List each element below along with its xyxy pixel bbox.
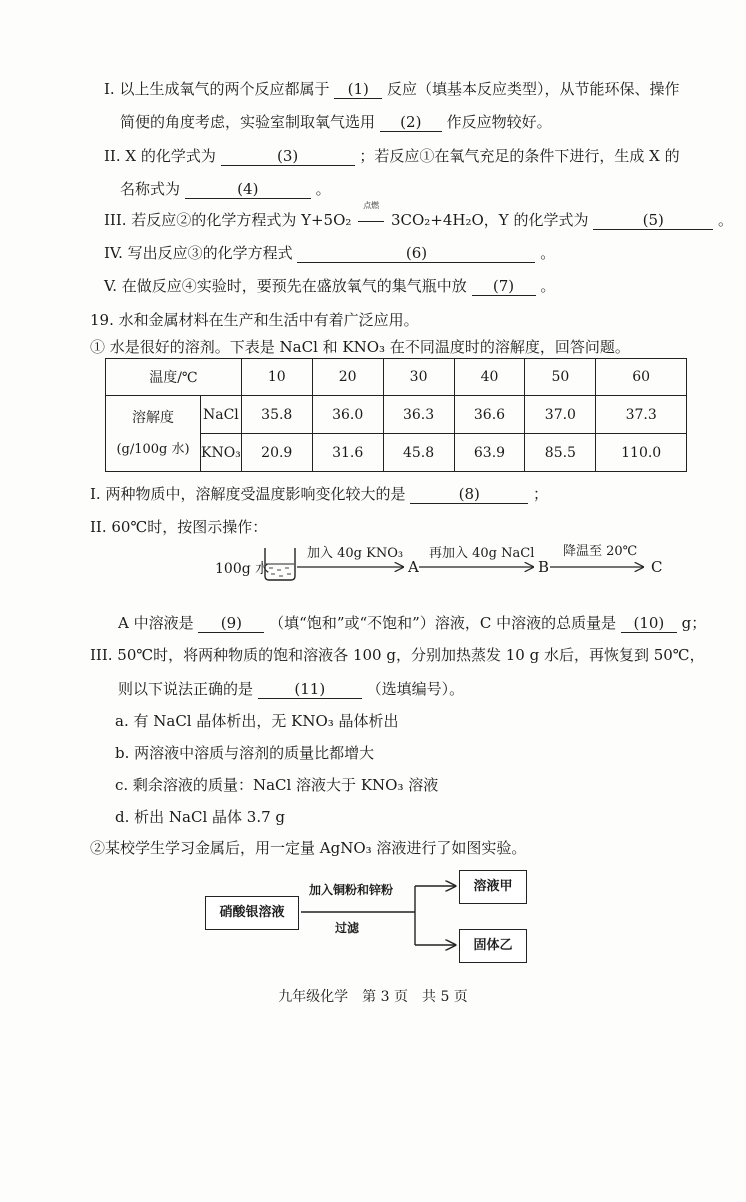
temp-cell: 50 <box>525 359 596 396</box>
table-cell: 63.9 <box>454 434 525 472</box>
table-cell: 37.0 <box>525 396 596 434</box>
q19-ii-line2: A 中溶液是 (9) （填“饱和”或“不饱和”）溶液，C 中溶液的总质量是 (10) g； <box>118 614 707 632</box>
flow-step2: 再加入 40g NaCl <box>429 546 535 561</box>
q18-iii: III. 若反应②的化学方程式为 Y+5O₂ 点燃 3CO₂+4H₂O，Y 的化学式为 (5) 。 <box>104 201 734 229</box>
q18-i-line1: I. 以上生成氧气的两个反应都属于 (1) 反应（填基本反应类型），从节能环保、操作 <box>104 80 680 98</box>
temp-header: 温度/℃ <box>106 359 242 396</box>
temp-cell: 10 <box>241 359 312 396</box>
table-cell: 35.8 <box>241 396 312 434</box>
q18-i-line2: 简便的角度考虑，实验室制取氧气选用 (2) 作反应物较好。 <box>120 113 552 131</box>
blank-9[interactable]: (9) <box>198 614 264 633</box>
table-cell: 31.6 <box>312 434 383 472</box>
solution-jia-box: 溶液甲 <box>459 870 527 904</box>
blank-5[interactable]: (5) <box>593 211 713 230</box>
option-b: b. 两溶液中溶质与溶剂的质量比都增大 <box>115 744 375 762</box>
flow-step3: 降温至 20℃ <box>563 544 638 559</box>
flow-start-label: 100g 水 <box>215 561 270 577</box>
blank-3[interactable]: (3) <box>221 147 355 166</box>
table-cell: 110.0 <box>596 434 687 472</box>
table-cell: 36.0 <box>312 396 383 434</box>
experiment-flow-diagram <box>205 868 545 963</box>
table-cell: 36.6 <box>454 396 525 434</box>
q18-ii-line2: 名称式为 (4) 。 <box>120 180 331 198</box>
table-cell: 37.3 <box>596 396 687 434</box>
filter-label: 过滤 <box>335 921 360 935</box>
blank-1[interactable]: (1) <box>334 80 382 99</box>
table-cell: 36.3 <box>383 396 454 434</box>
flow-step1: 加入 40g KNO₃ <box>307 546 404 561</box>
q19-ii-heading: II. 60℃时，按图示操作： <box>90 518 268 536</box>
blank-7[interactable]: (7) <box>472 277 536 296</box>
temp-cell: 20 <box>312 359 383 396</box>
blank-8[interactable]: (8) <box>410 485 528 504</box>
blank-2[interactable]: (2) <box>380 113 442 132</box>
table-cell: 85.5 <box>525 434 596 472</box>
temp-cell: 30 <box>383 359 454 396</box>
q19-i: I. 两种物质中，溶解度受温度影响变化较大的是 (8) ； <box>90 485 549 503</box>
reaction-arrow: 点燃 <box>356 210 386 230</box>
flow-node-b: B <box>538 558 550 576</box>
temp-cell: 40 <box>454 359 525 396</box>
option-c: c. 剩余溶液的质量：NaCl 溶液大于 KNO₃ 溶液 <box>115 776 439 794</box>
solid-yi-box: 固体乙 <box>459 929 527 963</box>
row-label-kno3: KNO₃ <box>201 434 242 472</box>
q19-intro: 19. 水和金属材料在生产和生活中有着广泛应用。 <box>90 311 419 329</box>
flow-node-c: C <box>651 558 663 576</box>
table-cell: 20.9 <box>241 434 312 472</box>
row-label-nacl: NaCl <box>201 396 242 434</box>
option-a: a. 有 NaCl 晶体析出，无 KNO₃ 晶体析出 <box>115 712 399 730</box>
temp-cell: 60 <box>596 359 687 396</box>
blank-10[interactable]: (10) <box>621 614 677 633</box>
add-metal-label: 加入铜粉和锌粉 <box>309 883 394 897</box>
flow-node-a: A <box>408 558 419 576</box>
q18-ii-line1: II. X 的化学式为 (3) ；若反应①在氧气充足的条件下进行，生成 X 的 <box>104 147 680 165</box>
blank-6[interactable]: (6) <box>297 244 535 263</box>
q19-part2-intro: ②某校学生学习金属后，用一定量 AgNO₃ 溶液进行了如图实验。 <box>90 839 527 857</box>
page-footer: 九年级化学 第 3 页 共 5 页 <box>278 989 468 1005</box>
blank-4[interactable]: (4) <box>185 180 311 199</box>
blank-11[interactable]: (11) <box>258 680 362 699</box>
solubility-header: 溶解度 (g/100g 水) <box>106 396 201 472</box>
silver-nitrate-box: 硝酸银溶液 <box>205 896 299 930</box>
q19-iii-line2: 则以下说法正确的是 (11) （选填编号）。 <box>118 680 465 698</box>
q18-v: V. 在做反应④实验时，要预先在盛放氧气的集气瓶中放 (7) 。 <box>104 277 556 295</box>
process-flow-diagram <box>215 540 675 590</box>
q18-iv: IV. 写出反应③的化学方程式 (6) 。 <box>104 244 556 262</box>
option-d: d. 析出 NaCl 晶体 3.7 g <box>115 808 286 826</box>
q19-part1-intro: ① 水是很好的溶剂。下表是 NaCl 和 KNO₃ 在不同温度时的溶解度，回答问题。 <box>90 338 630 356</box>
solubility-table <box>105 358 687 472</box>
q19-iii-line1: III. 50℃时，将两种物质的饱和溶液各 100 g，分别加热蒸发 10 g 水后，再恢复到 50℃， <box>90 646 705 664</box>
table-cell: 45.8 <box>383 434 454 472</box>
